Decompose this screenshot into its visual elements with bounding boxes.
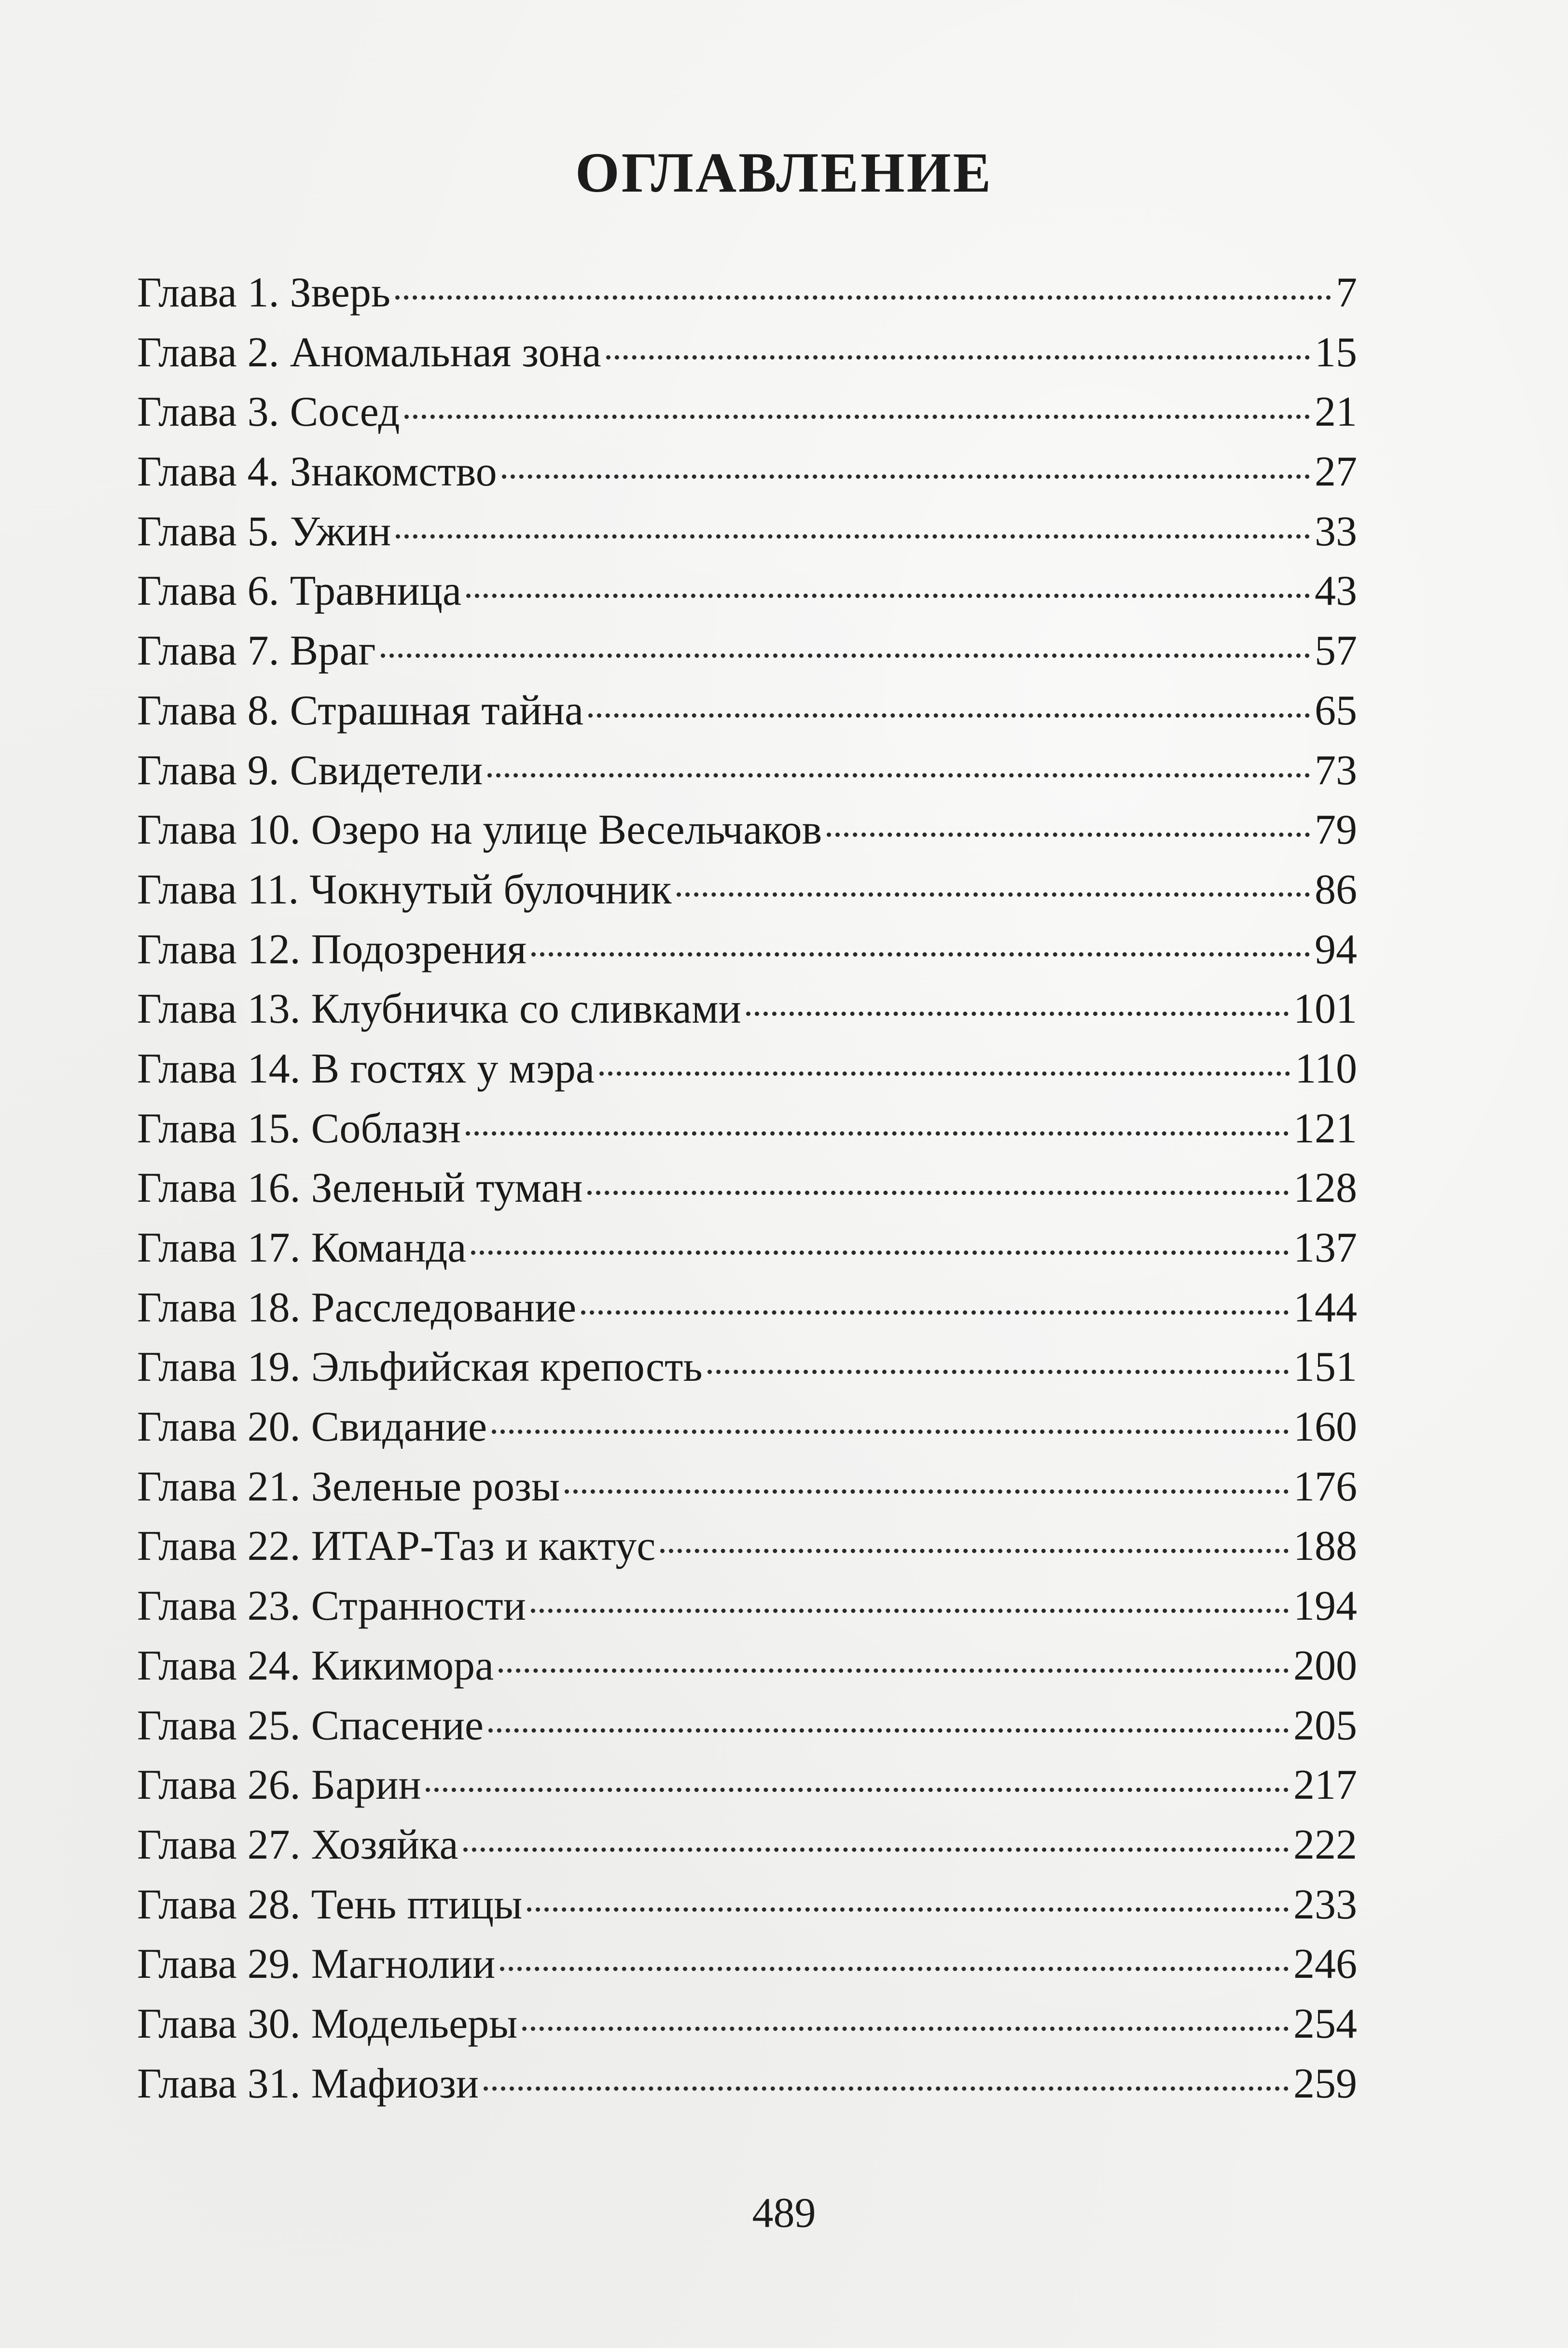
toc-entry-title: Глава 6. Травница	[137, 568, 462, 615]
toc-entry-title: Глава 2. Аномальная зона	[137, 329, 601, 376]
toc-entry-title: Глава 20. Свидание	[137, 1403, 487, 1451]
dot-leader	[492, 1430, 1289, 1434]
dot-leader	[522, 2027, 1289, 2031]
toc-entry	[137, 741, 1357, 801]
toc-entry	[137, 1696, 1357, 1756]
toc-entry-title: Глава 29. Магнолии	[137, 1941, 496, 1988]
dot-leader	[484, 2086, 1289, 2091]
toc-entry-page: 137	[1293, 1224, 1357, 1271]
dot-leader	[527, 1907, 1289, 1912]
toc-entry-title: Глава 1. Зверь	[137, 269, 390, 316]
toc-entry	[137, 1636, 1357, 1696]
toc-entry	[137, 1994, 1357, 2054]
toc-entry	[137, 1337, 1357, 1397]
toc-entry-title: Глава 8. Страшная тайна	[137, 687, 584, 734]
toc-entry	[137, 1755, 1357, 1815]
toc-entry-page: 43	[1315, 568, 1357, 615]
toc-entry	[137, 382, 1357, 442]
toc-entry-title: Глава 19. Эльфийская крепость	[137, 1344, 703, 1391]
toc-entry-title: Глава 9. Свидетели	[137, 747, 483, 794]
toc-entry-page: 222	[1293, 1821, 1357, 1868]
toc-entry-page: 200	[1293, 1642, 1357, 1689]
toc-entry-page: 57	[1315, 627, 1357, 675]
toc-entry	[137, 1158, 1357, 1218]
toc-entry-title: Глава 28. Тень птицы	[137, 1881, 523, 1928]
dot-leader	[531, 952, 1310, 957]
toc-entry-title: Глава 11. Чокнутый булочник	[137, 866, 672, 913]
toc-entry	[137, 263, 1357, 323]
toc-entry-page: 79	[1315, 806, 1357, 854]
toc-entry-page: 246	[1293, 1941, 1357, 1988]
toc-entry	[137, 979, 1357, 1039]
dot-leader	[502, 474, 1310, 479]
toc-entry-page: 176	[1293, 1463, 1357, 1510]
toc-entry-page: 65	[1315, 687, 1357, 734]
toc-entry-title: Глава 26. Барин	[137, 1762, 421, 1809]
toc-entry-title: Глава 25. Спасение	[137, 1702, 484, 1749]
toc-entry	[137, 1516, 1357, 1576]
toc-entry-title: Глава 22. ИТАР-Таз и кактус	[137, 1523, 656, 1570]
dot-leader	[426, 1788, 1289, 1792]
toc-entry	[137, 1875, 1357, 1935]
dot-leader	[588, 713, 1310, 718]
dot-leader	[599, 1071, 1290, 1076]
toc-entry-page: 254	[1293, 2000, 1357, 2047]
toc-entry-page: 86	[1315, 866, 1357, 913]
toc-entry-page: 101	[1293, 986, 1357, 1033]
dot-leader	[466, 594, 1310, 598]
toc-entry-page: 205	[1293, 1702, 1357, 1749]
toc-entry-title: Глава 23. Странности	[137, 1583, 526, 1630]
toc-entry	[137, 1576, 1357, 1636]
dot-leader	[487, 773, 1310, 778]
toc-entry-page: 7	[1336, 269, 1357, 316]
toc-entry-page: 188	[1293, 1523, 1357, 1570]
toc-entry-page: 27	[1315, 448, 1357, 496]
toc-entry-title: Глава 27. Хозяйка	[137, 1821, 458, 1868]
toc-entry-page: 194	[1293, 1583, 1357, 1630]
toc-entry	[137, 442, 1357, 502]
page-title: ОГЛАВЛЕНИЕ	[575, 141, 993, 204]
toc-entry-page: 144	[1293, 1284, 1357, 1331]
toc-entry	[137, 920, 1357, 980]
toc-entry-title: Глава 4. Знакомство	[137, 448, 497, 496]
toc-entry-page: 121	[1293, 1105, 1357, 1152]
toc-entry	[137, 1934, 1357, 1994]
toc-entry-page: 33	[1315, 508, 1357, 555]
toc-entry	[137, 621, 1357, 681]
dot-leader	[488, 1728, 1289, 1733]
toc-entry	[137, 860, 1357, 920]
toc-entry-page: 233	[1293, 1881, 1357, 1928]
toc-entry	[137, 681, 1357, 741]
toc-entry-title: Глава 5. Ужин	[137, 508, 391, 555]
dot-leader	[660, 1549, 1289, 1553]
toc-entry-title: Глава 16. Зеленый туман	[137, 1165, 583, 1212]
dot-leader	[463, 1848, 1289, 1852]
toc-entry	[137, 502, 1357, 562]
toc-entry-page: 21	[1315, 389, 1357, 436]
dot-leader	[404, 415, 1310, 419]
toc-entry-page: 259	[1293, 2060, 1357, 2107]
toc-entry	[137, 800, 1357, 860]
dot-leader	[565, 1489, 1289, 1494]
toc-entry-page: 110	[1295, 1045, 1357, 1092]
toc-entry	[137, 1278, 1357, 1338]
toc-entry-title: Глава 3. Сосед	[137, 389, 400, 436]
toc-entry	[137, 2054, 1357, 2114]
dot-leader	[587, 1191, 1289, 1195]
toc-entry	[137, 1457, 1357, 1517]
dot-leader	[677, 892, 1310, 897]
toc-entry	[137, 1039, 1357, 1099]
toc-entry	[137, 1218, 1357, 1278]
toc-entry-title: Глава 30. Модельеры	[137, 2000, 518, 2047]
toc-entry-title: Глава 10. Озеро на улице Весельчаков	[137, 806, 822, 854]
toc-entry-page: 217	[1293, 1762, 1357, 1809]
toc-entry-page: 160	[1293, 1403, 1357, 1451]
toc-entry-page: 73	[1315, 747, 1357, 794]
toc-entry	[137, 1397, 1357, 1457]
toc-entry-title: Глава 7. Враг	[137, 627, 376, 675]
toc-entry	[137, 1099, 1357, 1159]
dot-leader	[381, 653, 1310, 658]
dot-leader	[708, 1370, 1289, 1374]
toc-entry	[137, 323, 1357, 383]
toc-entry-title: Глава 21. Зеленые розы	[137, 1463, 560, 1510]
toc-entry-title: Глава 15. Соблазн	[137, 1105, 461, 1152]
dot-leader	[500, 1967, 1289, 1971]
toc-entry-title: Глава 14. В гостях у мэра	[137, 1045, 595, 1092]
toc-entry	[137, 561, 1357, 621]
toc-entry-page: 128	[1293, 1165, 1357, 1212]
toc-entry-title: Глава 13. Клубничка со сливками	[137, 986, 741, 1033]
toc-entry-title: Глава 12. Подозрения	[137, 926, 527, 973]
dot-leader	[471, 1250, 1289, 1255]
toc-entry-page: 94	[1315, 926, 1357, 973]
dot-leader	[606, 355, 1310, 360]
toc-entry	[137, 1815, 1357, 1875]
table-of-contents	[137, 263, 1357, 2113]
toc-entry-title: Глава 24. Кикимора	[137, 1642, 494, 1689]
toc-entry-title: Глава 17. Команда	[137, 1224, 467, 1271]
dot-leader	[581, 1310, 1289, 1315]
dot-leader	[827, 833, 1310, 837]
dot-leader	[746, 1012, 1289, 1016]
dot-leader	[499, 1668, 1289, 1673]
dot-leader	[466, 1131, 1289, 1136]
toc-entry-title: Глава 31. Мафиози	[137, 2060, 479, 2107]
dot-leader	[531, 1609, 1289, 1613]
toc-entry-page: 15	[1315, 329, 1357, 376]
dot-leader	[396, 534, 1310, 539]
toc-entry-page: 151	[1293, 1344, 1357, 1391]
page-number: 489	[752, 2190, 816, 2237]
dot-leader	[395, 295, 1331, 300]
toc-entry-title: Глава 18. Расследование	[137, 1284, 577, 1331]
